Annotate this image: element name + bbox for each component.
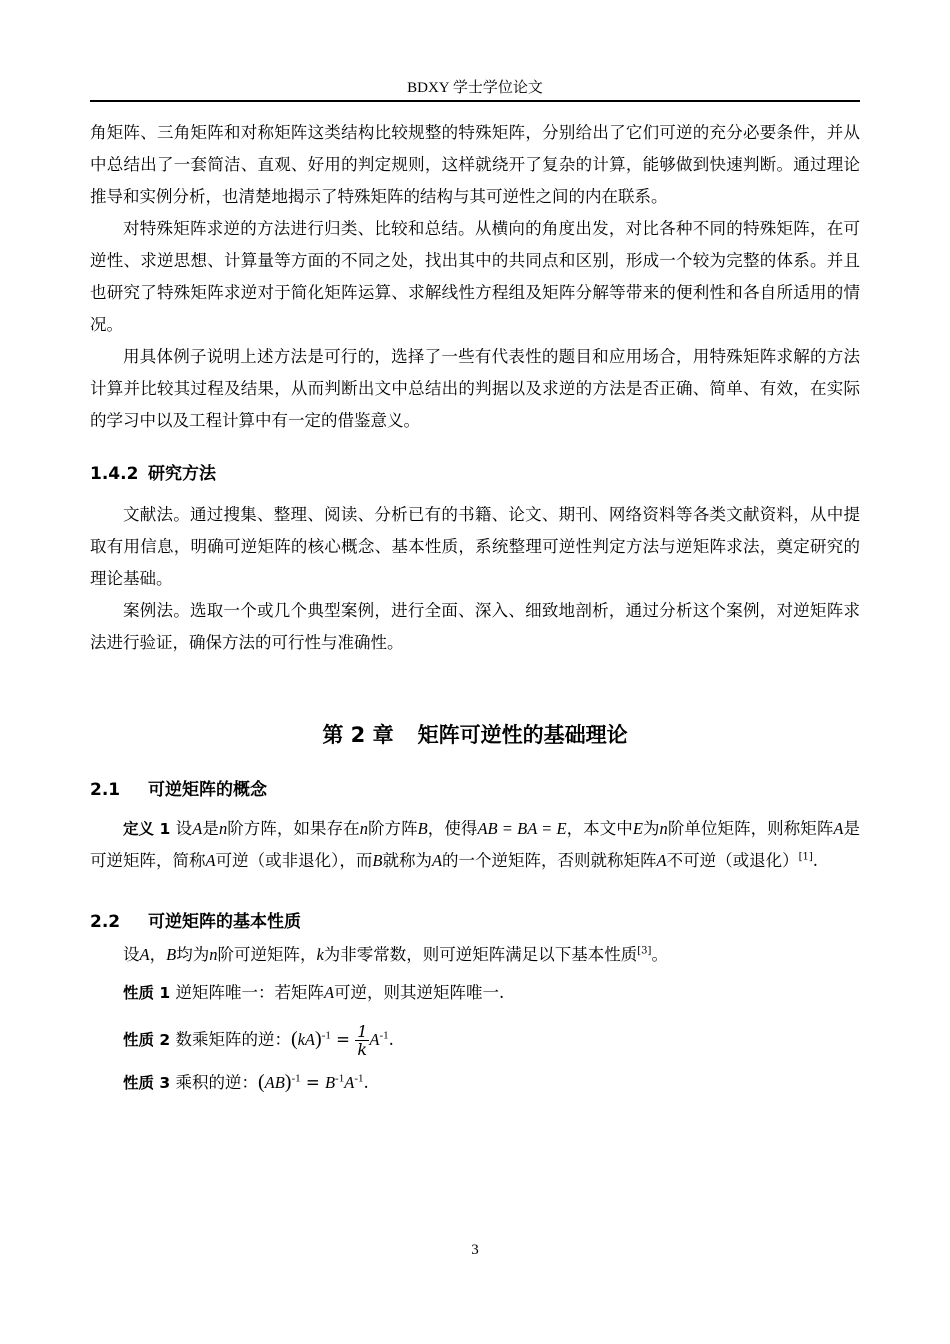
section-2-2-heading — [90, 905, 860, 939]
intro-text: 均为 — [176, 945, 210, 964]
formula-base: B — [324, 1073, 336, 1092]
section-title: 可逆矩阵的概念 — [148, 780, 267, 800]
definition-text: 阶方阵 — [367, 819, 418, 838]
math-var-a: A — [139, 945, 150, 964]
intro-paragraph-2: 对特殊矩阵求逆的方法进行归类、比较和总结。从横向的角度出发，对比各种不同的特殊矩阵，在可逆性、求逆思想、计算量等方面的不同之处，找出其中的共同点和区别，形成一个较为完整的体系。并且也研究了特殊矩阵求逆对于简化矩阵运算、求解线性方程组及矩阵分解等带来的便利性和各自所适用的情况。 — [90, 219, 860, 334]
formula-exponent: -1 — [335, 1072, 345, 1085]
formula-exponent: -1 — [354, 1072, 364, 1085]
property-2: 性质 2 数乘矩阵的逆：(kA)$^{-1}$ = $\frac{1}{k}$ $A^{-1}$. — [123, 1022, 394, 1059]
property-text: 逆矩阵唯一：若矩阵 — [175, 983, 324, 1002]
property-text: 乘积的逆： — [175, 1073, 258, 1092]
definition-text: 可逆（或非退化），而 — [215, 851, 373, 870]
page-number: 3 — [471, 1242, 479, 1258]
method-paragraph-case: 案例法。选取一个或几个典型案例，进行全面、深入、细致地剖析，通过分析这个案例，对逆矩阵求法进行验证，确保方法的可行性与准确性。 — [90, 601, 860, 652]
math-var-a: A — [833, 819, 844, 838]
formula-base: A — [344, 1073, 355, 1092]
formula-exponent: -1 — [291, 1072, 301, 1085]
section-title: 研究方法 — [148, 464, 216, 484]
definition-text: 就称为 — [382, 851, 432, 870]
math-var-n: n — [209, 945, 218, 964]
math-var-b: B — [372, 851, 383, 870]
property-text: 数乘矩阵的逆： — [175, 1030, 291, 1049]
property-1 — [90, 977, 860, 1009]
intro-paragraph-1: 角矩阵、三角矩阵和对称矩阵这类结构比较规整的特殊矩阵，分别给出了它们可逆的充分必要条件，并从中总结出了一套简洁、直观、好用的判定规则，这样就绕开了复杂的计算，能够做到快速判断。通过理论推导和实例分析，也清楚地揭示了特殊矩阵的结构与其可逆性之间的内在联系。 — [90, 123, 860, 206]
definition-text: . — [812, 851, 819, 870]
math-var-b: B — [417, 819, 428, 838]
intro-text: 阶可逆矩阵， — [217, 945, 317, 964]
formula-rhs — [369, 1030, 388, 1049]
formula-base: A — [369, 1030, 380, 1049]
citation-ref: [3] — [637, 945, 652, 957]
math-var-a: A — [656, 851, 667, 870]
method-paragraph-literature: 文献法。通过搜集、整理、阅读、分析已有的书籍、论文、期刊、网络资料等各类文献资料，从中提取有用信息，明确可逆矩阵的核心概念、基本性质，系统整理可逆性判定方法与逆矩阵求法，奠定研究的理论基础。 — [90, 505, 860, 588]
property-label: 性质 1 — [123, 984, 171, 1002]
definition-text: 阶单位矩阵，则称矩阵 — [667, 819, 834, 838]
math-var-a: A — [431, 851, 443, 870]
section-1-4-2-heading — [90, 457, 860, 491]
math-var-e: E — [632, 819, 643, 838]
definition-text: 的一个逆矩阵，否则就称矩阵 — [442, 851, 657, 870]
section-number: 2.2 — [90, 912, 121, 932]
chapter-title: 矩阵可逆性的基础理论 — [417, 723, 628, 747]
property-text: . — [388, 1030, 394, 1049]
math-var-n: n — [218, 819, 228, 838]
formula-exponent: -1 — [321, 1029, 331, 1042]
definition-text: 设 — [175, 819, 193, 838]
page-body — [90, 117, 860, 1099]
property-3: 性质 3 乘积的逆：$(AB)^{-1} = B^{-1}A^{-1}$. — [123, 1071, 369, 1093]
section-number: 2.1 — [90, 780, 121, 800]
formula-lhs: (AB)$^{-1}$ — [257, 1071, 301, 1093]
intro-text: ， — [149, 945, 167, 964]
definition-label: 定义 1 — [123, 820, 171, 838]
properties-intro — [90, 939, 860, 971]
formula-lhs: (kA)$^{-1}$ — [290, 1028, 331, 1050]
definition-text: ，本文中 — [566, 819, 633, 838]
header-rule — [90, 100, 860, 102]
chapter-number: 第 2 章 — [322, 723, 394, 747]
intro-text: 为非零常数，则可逆矩阵满足以下基本性质 — [323, 945, 638, 964]
math-var-a: A — [192, 819, 203, 838]
definition-text: 为 — [642, 819, 660, 838]
formula-fraction — [355, 1023, 369, 1058]
property-text: 可逆，则其逆矩阵唯一. — [334, 983, 505, 1002]
property-label: 性质 3 — [123, 1074, 171, 1092]
property-label: 性质 2 — [123, 1031, 171, 1049]
section-title: 可逆矩阵的基本性质 — [148, 912, 301, 932]
definition-1 — [90, 813, 860, 877]
definition-text: 阶方阵，如果存在 — [227, 819, 360, 838]
formula-rhs — [325, 1073, 364, 1092]
section-number: 1.4.2 — [90, 464, 139, 484]
fraction-denominator: k — [357, 1040, 368, 1059]
chapter-heading — [90, 715, 860, 755]
math-var-a: A — [205, 851, 216, 870]
formula-base: AB — [264, 1073, 285, 1092]
math-equation: AB = BA = E — [477, 819, 567, 838]
formula-exponent: -1 — [379, 1029, 389, 1042]
property-text: . — [363, 1073, 369, 1092]
definition-text: ，使得 — [427, 819, 478, 838]
definition-text: 不可逆（或退化） — [666, 851, 799, 870]
intro-paragraph-3: 用具体例子说明上述方法是可行的，选择了一些有代表性的题目和应用场合，用特殊矩阵求解的方法计算并比较其过程及结果，从而判断出文中总结出的判据以及求逆的方法是否正确、简单、有效，在实际的学习中以及工程计算中有一定的借鉴意义。 — [90, 347, 860, 430]
running-header: BDXY 学士学位论文 — [407, 80, 543, 96]
section-2-1-heading — [90, 773, 860, 807]
definition-text: 是可逆矩阵，简称 — [90, 819, 861, 870]
intro-text: 。 — [651, 945, 668, 964]
math-var-n: n — [659, 819, 668, 838]
citation-ref: [1] — [798, 851, 813, 863]
math-var-b: B — [166, 945, 177, 964]
formula-base: kA — [297, 1030, 316, 1049]
math-var-k: k — [316, 945, 324, 964]
fraction-numerator: 1 — [357, 1022, 368, 1041]
definition-text: 是 — [202, 819, 219, 838]
math-var-n: n — [359, 819, 368, 838]
intro-text: 设 — [123, 945, 140, 964]
math-var-a: A — [323, 983, 335, 1002]
